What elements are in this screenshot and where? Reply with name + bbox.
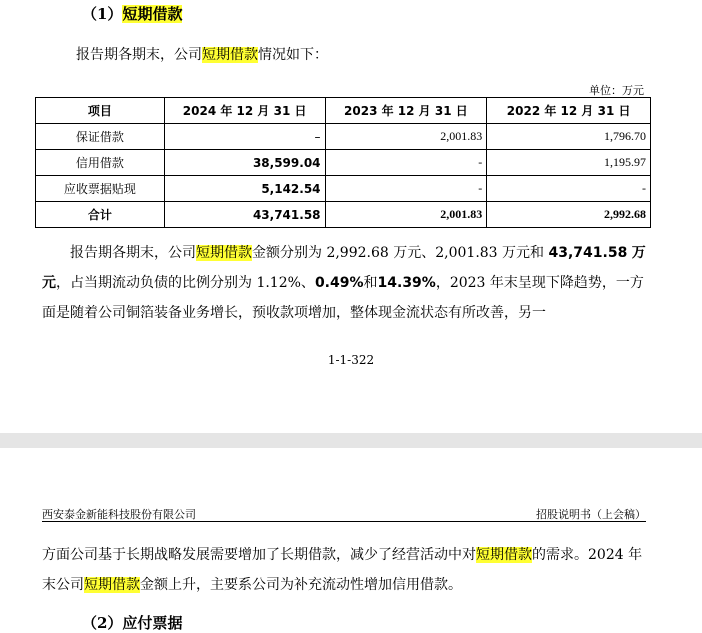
para-text: 的需求。2024 年末公司 (42, 547, 643, 593)
table-total-row (36, 202, 651, 228)
row-label: 保证借款 (36, 124, 165, 150)
para-text: 金额分别为 2,992.68 万元、2,001.83 万元和 (252, 245, 545, 261)
total-2024: 43,741.58 (164, 202, 325, 228)
para-text: 金额上升，主要系公司为补充流动性增加信用借款。 (140, 577, 462, 593)
highlighted-term: 短期借款 (196, 245, 252, 261)
table-row (36, 124, 651, 150)
analysis-paragraph (42, 238, 652, 328)
header-2022: 2022 年 12 月 31 日 (487, 98, 651, 124)
cell-2023: - (325, 176, 487, 202)
short-term-loans-table (35, 97, 651, 228)
header-divider (42, 521, 646, 522)
para-text: ，占当期流动负债的比例分别为 1.12%、 (56, 275, 315, 291)
para-text: 和 (363, 275, 378, 291)
total-2023: 2,001.83 (325, 202, 487, 228)
header-2023: 2023 年 12 月 31 日 (325, 98, 487, 124)
page-number: 1-1-322 (327, 353, 375, 367)
continued-paragraph (42, 540, 652, 600)
table-row (36, 176, 651, 202)
total-label: 合计 (36, 202, 165, 228)
highlighted-term: 短期借款 (476, 547, 532, 563)
section-heading-short-term-loans (82, 3, 182, 24)
unit-label: 单位：万元 (589, 84, 644, 97)
bold-value: 43,741.58 (548, 245, 628, 261)
header-2024: 2024 年 12 月 31 日 (164, 98, 325, 124)
intro-paragraph (76, 44, 328, 64)
cell-2022: 1,195.97 (487, 150, 651, 176)
highlighted-term: 短期借款 (202, 47, 258, 63)
section-number: （1） (82, 5, 123, 23)
total-2022: 2,992.68 (487, 202, 651, 228)
bold-unit: 万元 (42, 245, 646, 291)
cell-2023: 2,001.83 (325, 124, 487, 150)
para-text: 方面公司基于长期战略发展需要增加了长期借款，减少了经营活动中对 (42, 547, 476, 563)
page-gap (0, 433, 702, 448)
bold-percent: 14.39% (377, 275, 436, 291)
cell-2024: 38,599.04 (164, 150, 325, 176)
header-item: 项目 (36, 98, 165, 124)
cell-2023: - (325, 150, 487, 176)
table-row (36, 150, 651, 176)
running-header-company: 西安泰金新能科技股份有限公司 (42, 508, 196, 521)
row-label: 应收票据贴现 (36, 176, 165, 202)
section-title-highlighted: 短期借款 (122, 5, 183, 23)
cell-2022: 1,796.70 (487, 124, 651, 150)
section-heading-notes-payable: （2）应付票据 (82, 614, 183, 632)
para-text: 报告期各期末，公司 (70, 245, 196, 261)
row-label: 信用借款 (36, 150, 165, 176)
bold-percent: 0.49% (314, 275, 364, 291)
running-header-doc: 招股说明书（上会稿） (536, 508, 646, 521)
cell-2022: - (487, 176, 651, 202)
cell-2024: – (164, 124, 325, 150)
intro-text-end: 情况如下： (258, 47, 328, 63)
cell-2024: 5,142.54 (164, 176, 325, 202)
para-text: ，2023 年末呈现下降趋势，一方面是随着公司铜箔装备业务增长，预收款项增加，整体现金流状态有所改善，另一 (42, 275, 644, 321)
intro-text: 报告期各期末，公司 (76, 47, 202, 63)
highlighted-term: 短期借款 (84, 577, 140, 593)
table-header-row (36, 98, 651, 124)
